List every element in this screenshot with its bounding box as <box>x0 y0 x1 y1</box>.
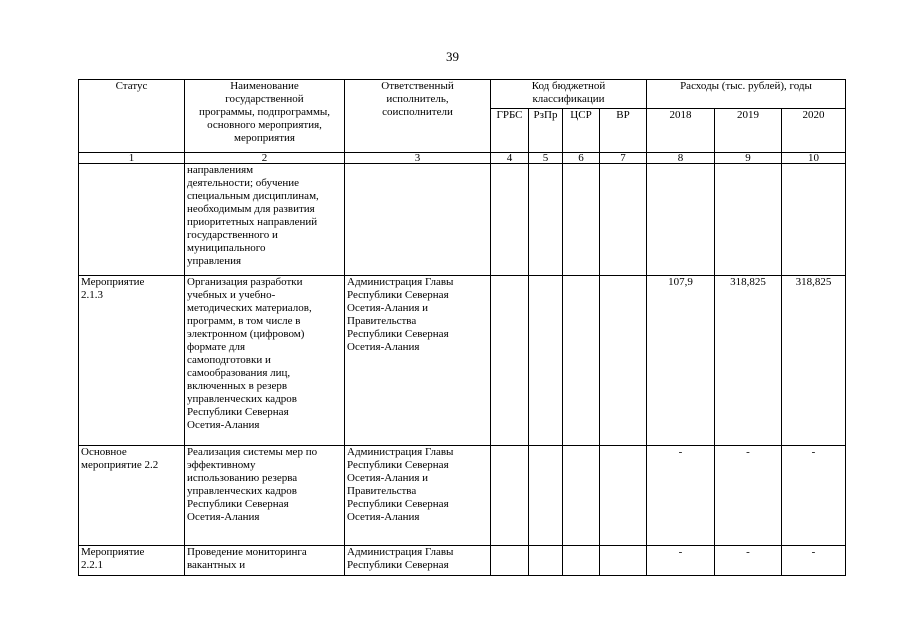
header-grbs: ГРБС <box>491 109 529 153</box>
name-cell: Проведение мониторинга вакантных и <box>185 546 345 576</box>
value-2020: - <box>782 446 846 546</box>
column-number: 2 <box>185 153 345 164</box>
name-cell: направлениям деятельности; обучение специальным дисциплинам, необходимым для развития приоритетных направлений государственного и муниципального управления <box>185 164 345 276</box>
header-csr: ЦСР <box>563 109 600 153</box>
status-cell: Мероприятие 2.1.3 <box>79 276 185 446</box>
header-status: Статус <box>79 80 185 153</box>
value-2019: 318,825 <box>715 276 782 446</box>
budget-table <box>78 79 846 576</box>
column-number: 10 <box>782 153 846 164</box>
header-rzpr: РзПр <box>529 109 563 153</box>
value-2020: - <box>782 546 846 576</box>
status-cell: Мероприятие 2.2.1 <box>79 546 185 576</box>
header-year-2018: 2018 <box>647 109 715 153</box>
value-2018 <box>647 164 715 276</box>
executor-cell <box>345 164 491 276</box>
table-row <box>79 546 846 576</box>
value-2018: 107,9 <box>647 276 715 446</box>
executor-cell: Администрация Главы Республики Северная <box>345 546 491 576</box>
value-2020 <box>782 164 846 276</box>
value-2018: - <box>647 546 715 576</box>
column-number: 4 <box>491 153 529 164</box>
column-number: 1 <box>79 153 185 164</box>
header-year-2019: 2019 <box>715 109 782 153</box>
value-2018: - <box>647 446 715 546</box>
header-executor: Ответственный исполнитель, соисполнители <box>345 80 491 153</box>
column-number: 3 <box>345 153 491 164</box>
table-row <box>79 276 846 446</box>
value-2019 <box>715 164 782 276</box>
table-row <box>79 446 846 546</box>
column-number: 7 <box>600 153 647 164</box>
column-number: 8 <box>647 153 715 164</box>
header-expenses: Расходы (тыс. рублей), годы <box>647 80 846 109</box>
column-number: 5 <box>529 153 563 164</box>
column-numbers-row <box>79 153 846 164</box>
name-cell: Реализация системы мер по эффективному использованию резерва управленческих кадров Республики Северная Осетия-Алания <box>185 446 345 546</box>
executor-cell: Администрация Главы Республики Северная Осетия-Алания и Правительства Республики Северная Осетия-Алания <box>345 276 491 446</box>
name-cell: Организация разработки учебных и учебно- методических материалов, программ, в том числе в электронном (цифровом) формате для самоподготовки и самообразования лиц, включенных в резерв управленческих кадров Республики Северная Осетия-Алания <box>185 276 345 446</box>
value-2020: 318,825 <box>782 276 846 446</box>
value-2019: - <box>715 546 782 576</box>
status-cell <box>79 164 185 276</box>
executor-cell: Администрация Главы Республики Северная Осетия-Алания и Правительства Республики Северная Осетия-Алания <box>345 446 491 546</box>
status-cell: Основное мероприятие 2.2 <box>79 446 185 546</box>
header-year-2020: 2020 <box>782 109 846 153</box>
header-budget-code: Код бюджетной классификации <box>491 80 647 109</box>
page-number: 39 <box>446 49 459 64</box>
table-row <box>79 164 846 276</box>
header-vr: ВР <box>600 109 647 153</box>
column-number: 6 <box>563 153 600 164</box>
value-2019: - <box>715 446 782 546</box>
column-number: 9 <box>715 153 782 164</box>
header-name: Наименование государственной программы, подпрограммы, основного мероприятия, мероприятия <box>185 80 345 153</box>
